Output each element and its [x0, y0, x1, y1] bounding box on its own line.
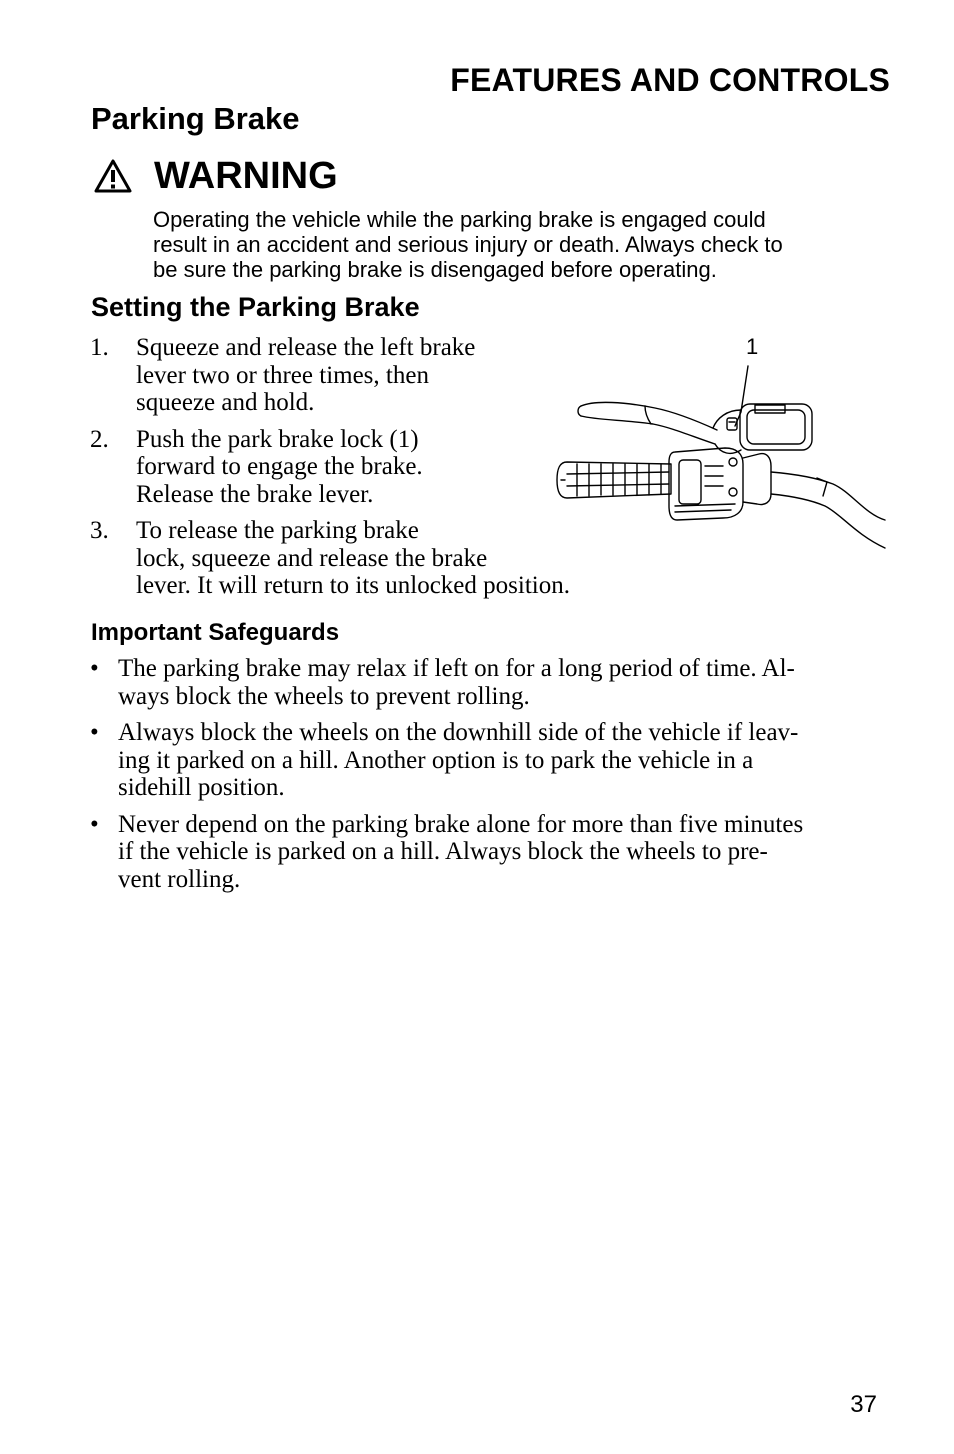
- step-line: Release the brake lever.: [136, 480, 374, 508]
- warning-triangle-icon: [94, 159, 132, 193]
- list-item: [90, 334, 570, 417]
- bullet-line: vent rolling.: [118, 865, 241, 893]
- bullet-dot: •: [90, 719, 99, 746]
- bullet-line: Always block the wheels on the downhill side of the vehicle if leav-: [118, 719, 799, 746]
- step-line: lever. It will return to its unlocked position.: [136, 572, 570, 599]
- bullet-line: The parking brake may relax if left on for a long period of time. Al-: [118, 655, 795, 682]
- bullet-line: if the vehicle is parked on a hill. Always block the wheels to pre-: [118, 838, 768, 865]
- step-line: Squeeze and release the left brake: [136, 334, 476, 361]
- warning-line: be sure the parking brake is disengaged before operating.: [153, 257, 717, 282]
- step-line: forward to engage the brake.: [136, 453, 423, 480]
- bullet-line: sidehill position.: [118, 774, 285, 801]
- setting-heading: Setting the Parking Brake: [91, 292, 420, 322]
- warning-line: result in an accident and serious injury or death. Always check to: [153, 232, 783, 257]
- warning-line: Operating the vehicle while the parking brake is engaged could: [153, 207, 766, 232]
- list-item: [90, 811, 890, 894]
- step-line: To release the parking brake: [136, 517, 419, 544]
- list-item: [90, 517, 570, 600]
- step-line: Push the park brake lock (1): [136, 425, 419, 453]
- safeguards-heading: Important Safeguards: [91, 619, 340, 646]
- step-line: lock, squeeze and release the brake: [136, 544, 488, 572]
- step-number: 3.: [90, 517, 109, 544]
- list-item: [90, 719, 890, 802]
- bullet-line: Never depend on the parking brake alone for more than five minutes: [118, 810, 804, 838]
- bullet-dot: •: [90, 655, 99, 682]
- step-line: lever two or three times, then: [136, 361, 429, 389]
- page-title: Parking Brake: [91, 101, 300, 136]
- list-item: [90, 655, 890, 710]
- warning-title: WARNING: [154, 155, 338, 197]
- section-header: FEATURES AND CONTROLS: [450, 62, 890, 98]
- bullet-dot: •: [90, 810, 99, 838]
- page-number: 37: [850, 1391, 877, 1418]
- bullet-line: ing it parked on a hill. Another option is to park the vehicle in a: [118, 746, 754, 774]
- list-item: [90, 426, 570, 509]
- warning-text: [153, 207, 913, 282]
- step-number: 1.: [90, 334, 109, 361]
- step-number: 2.: [90, 425, 109, 453]
- setting-steps-list: [90, 334, 570, 609]
- step-line: squeeze and hold.: [136, 389, 315, 416]
- figure-callout-number: 1: [746, 334, 759, 359]
- warning-banner: [94, 153, 338, 199]
- safeguards-list: [90, 655, 890, 902]
- bullet-line: ways block the wheels to prevent rolling.: [118, 682, 530, 710]
- handlebar-brake-lever-illustration: [555, 334, 890, 556]
